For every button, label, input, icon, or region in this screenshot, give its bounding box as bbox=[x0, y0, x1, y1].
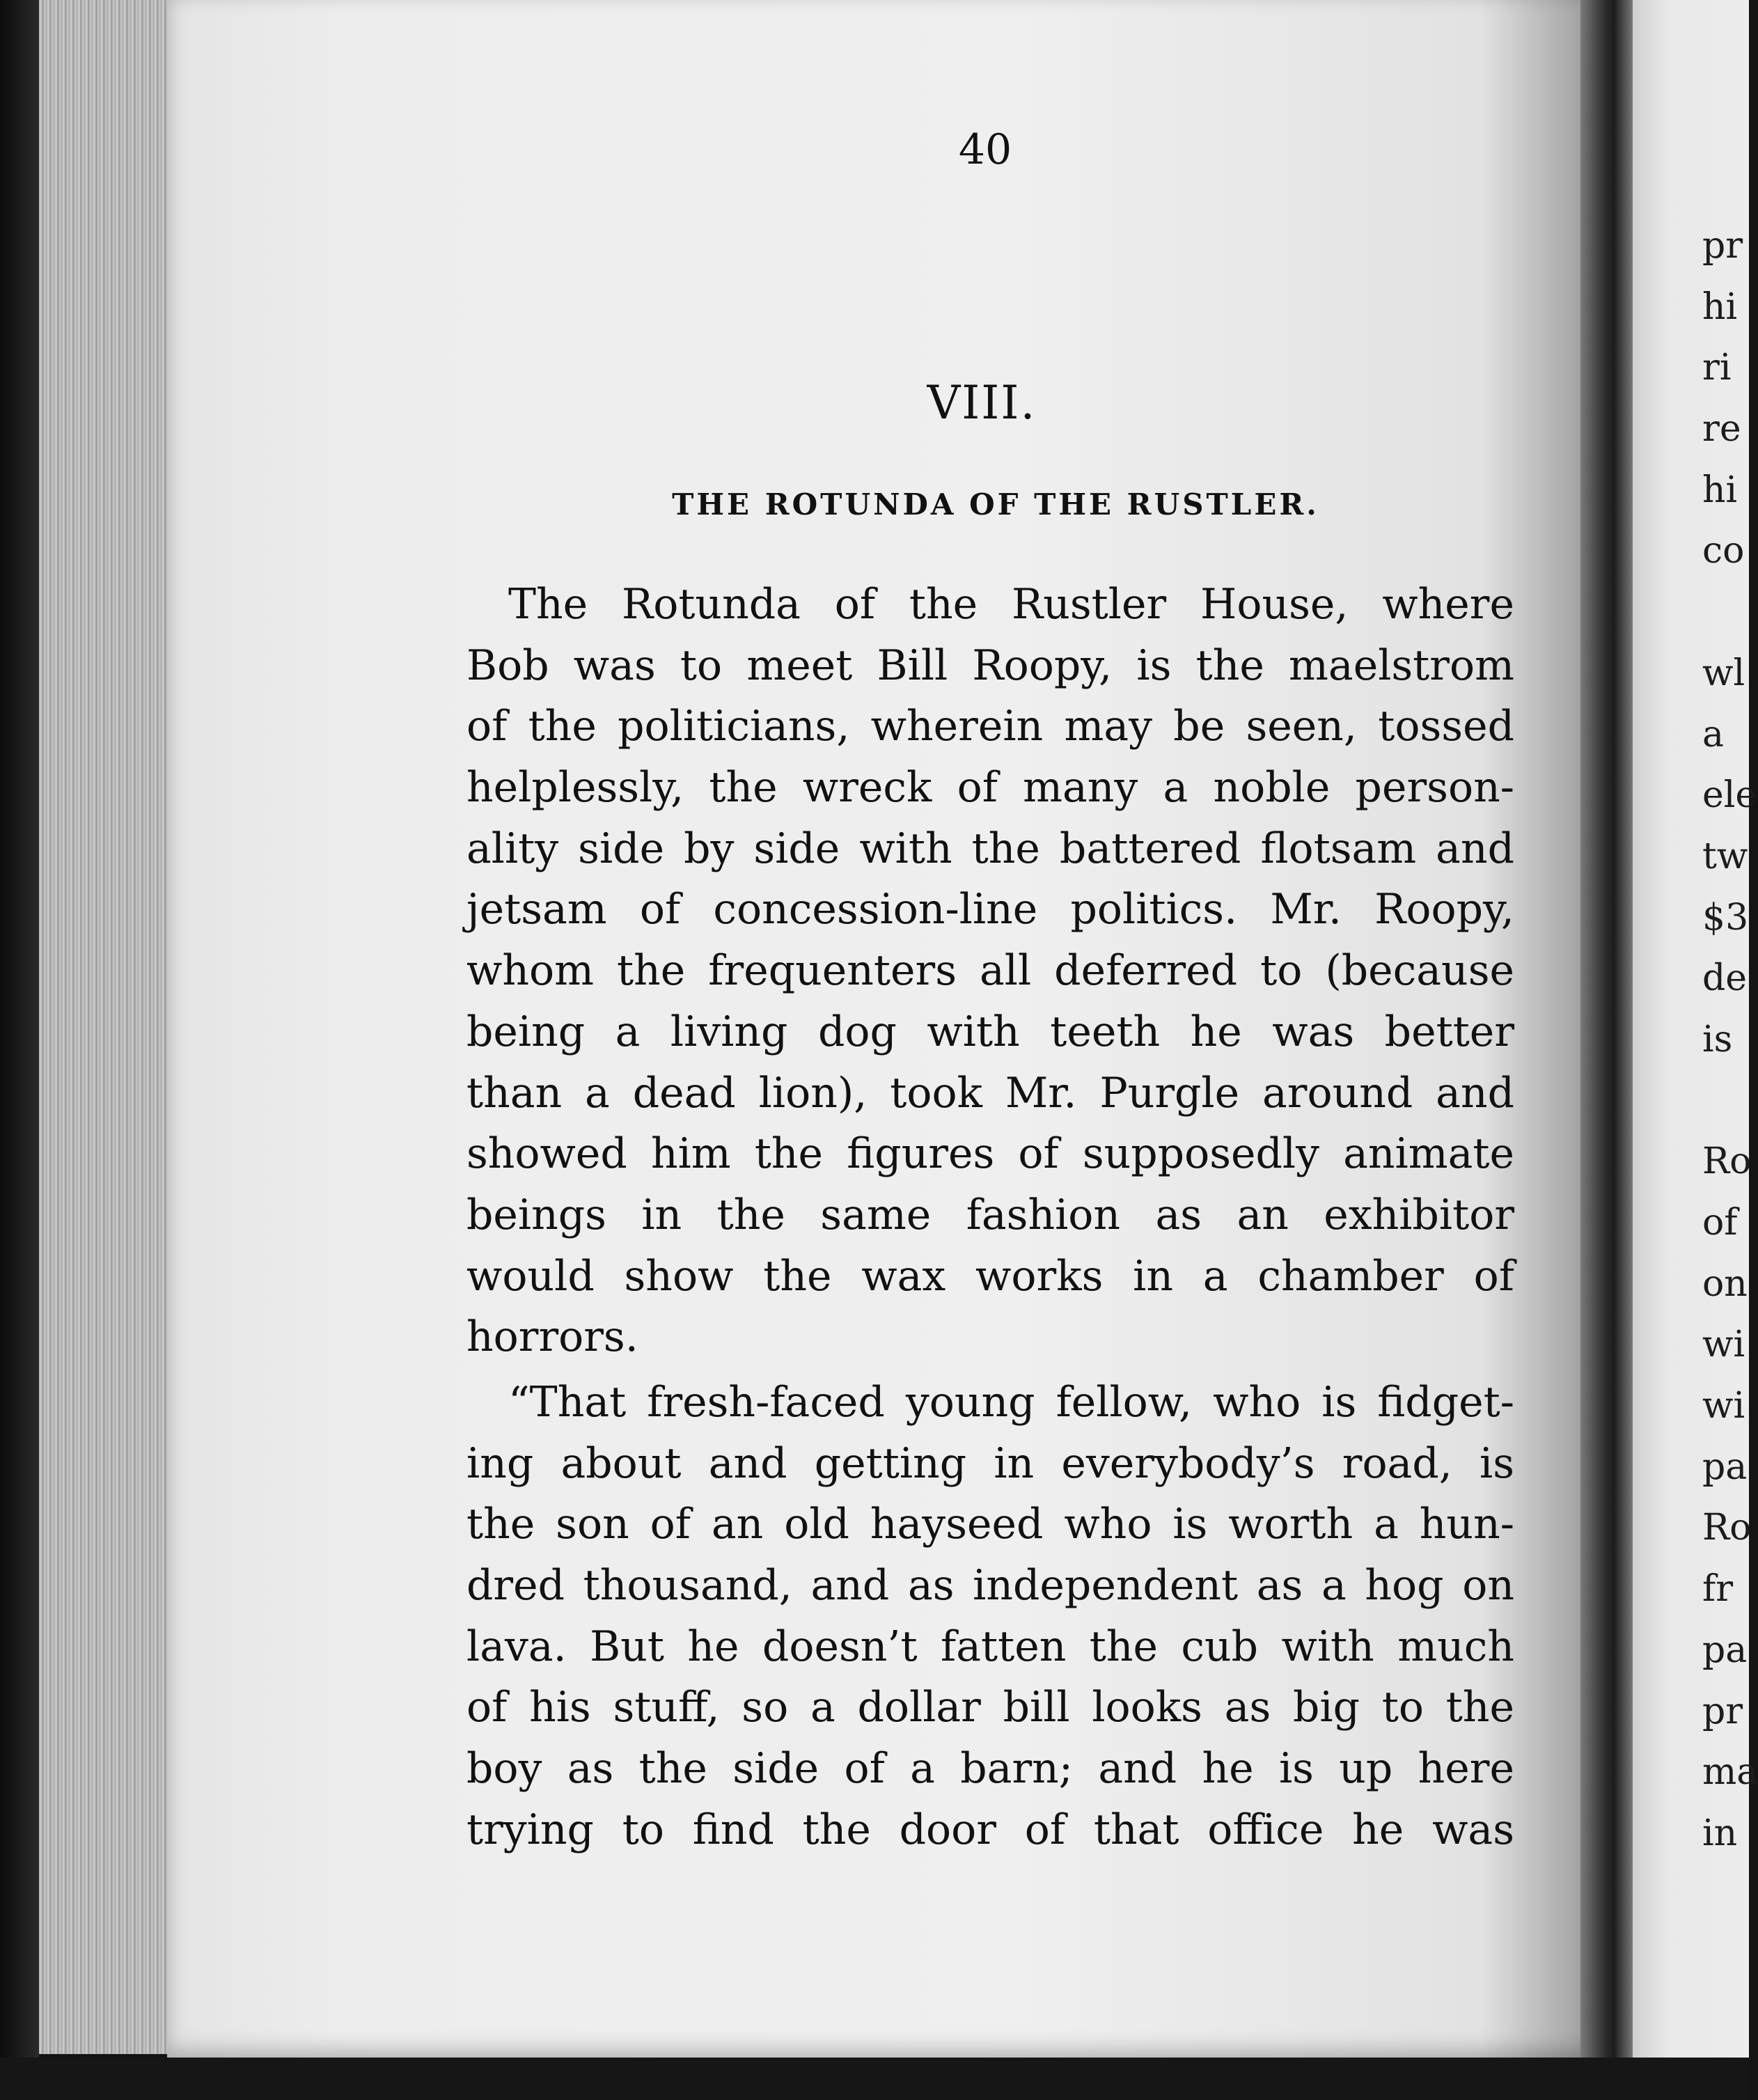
facing-fragment: on bbox=[1702, 1262, 1748, 1305]
film-edge bbox=[0, 0, 39, 2100]
text-line: trying to find the door of that office he was bbox=[466, 1805, 1514, 1854]
facing-fragment: ma bbox=[1702, 1751, 1758, 1794]
facing-fragment: hi bbox=[1702, 285, 1738, 328]
text-line: ing about and getting in everybody’s road, is bbox=[466, 1439, 1514, 1488]
page-number: 40 bbox=[958, 125, 1012, 174]
text-line: beings in the same fashion as an exhibitor bbox=[466, 1190, 1514, 1239]
facing-fragment: pa bbox=[1702, 1629, 1748, 1671]
text-line: showed him the figures of supposedly animate bbox=[466, 1129, 1514, 1179]
text-line: than a dead lion), took Mr. Purgle around and bbox=[466, 1068, 1514, 1118]
text-line: would show the wax works in a chamber of bbox=[466, 1251, 1514, 1301]
facing-fragment: pr bbox=[1702, 1690, 1743, 1732]
text-line: ality side by side with the battered flotsam and bbox=[466, 824, 1514, 873]
facing-fragment: tw bbox=[1702, 835, 1748, 877]
facing-fragment: a bbox=[1702, 713, 1725, 755]
facing-fragment: ri bbox=[1702, 347, 1732, 389]
text-line: of his stuff, so a dollar bill looks as big to the bbox=[466, 1683, 1514, 1732]
text-line: of the politicians, wherein may be seen, tossed bbox=[466, 702, 1514, 751]
text-line: being a living dog with teeth he was better bbox=[466, 1007, 1514, 1056]
facing-fragment: ele bbox=[1702, 774, 1757, 817]
text-line: helplessly, the wreck of many a noble person- bbox=[466, 763, 1514, 813]
facing-fragment: fr bbox=[1702, 1568, 1734, 1611]
facing-fragment: Ro bbox=[1702, 1141, 1752, 1183]
bottom-film-edge bbox=[0, 2058, 1749, 2100]
facing-fragment: wl bbox=[1702, 652, 1745, 694]
text-line: boy as the side of a barn; and he is up here bbox=[466, 1744, 1514, 1794]
facing-fragment: in bbox=[1702, 1812, 1738, 1854]
facing-fragment: wi bbox=[1702, 1385, 1745, 1427]
body-text bbox=[466, 574, 1514, 1860]
facing-fragment: de bbox=[1702, 957, 1748, 1000]
facing-fragment: co bbox=[1702, 530, 1745, 572]
chapter-number: VIII. bbox=[927, 376, 1037, 430]
chapter-title: THE ROTUNDA OF THE RUSTLER. bbox=[672, 487, 1319, 522]
book-gutter bbox=[1580, 0, 1636, 2082]
facing-fragment: hi bbox=[1702, 469, 1738, 511]
facing-fragment: $3 bbox=[1702, 896, 1749, 939]
text-line: jetsam of concession-line politics. Mr. Roopy, bbox=[466, 885, 1514, 934]
text-line: horrors. bbox=[466, 1312, 638, 1362]
text-line: lava. But he doesn’t fatten the cub with much bbox=[466, 1622, 1514, 1671]
text-line: dred thousand, and as independent as a hog on bbox=[466, 1561, 1514, 1610]
text-line: the son of an old hayseed who is worth a hun- bbox=[466, 1500, 1514, 1549]
facing-fragment: Ro bbox=[1702, 1507, 1752, 1549]
facing-fragment: is bbox=[1702, 1018, 1733, 1060]
text-line: Bob was to meet Bill Roopy, is the maelstrom bbox=[466, 641, 1514, 690]
facing-page-text bbox=[1702, 216, 1758, 1865]
text-line: whom the frequenters all deferred to (because bbox=[466, 946, 1514, 996]
text-line: The Rotunda of the Rustler House, where bbox=[508, 580, 1514, 629]
facing-fragment: wi bbox=[1702, 1324, 1745, 1366]
facing-fragment: re bbox=[1702, 408, 1741, 450]
facing-fragment: pa bbox=[1702, 1445, 1748, 1488]
text-line: “That fresh-faced young fellow, who is fidget- bbox=[508, 1377, 1514, 1427]
facing-fragment: pr bbox=[1702, 225, 1743, 267]
facing-fragment: of bbox=[1702, 1202, 1738, 1244]
